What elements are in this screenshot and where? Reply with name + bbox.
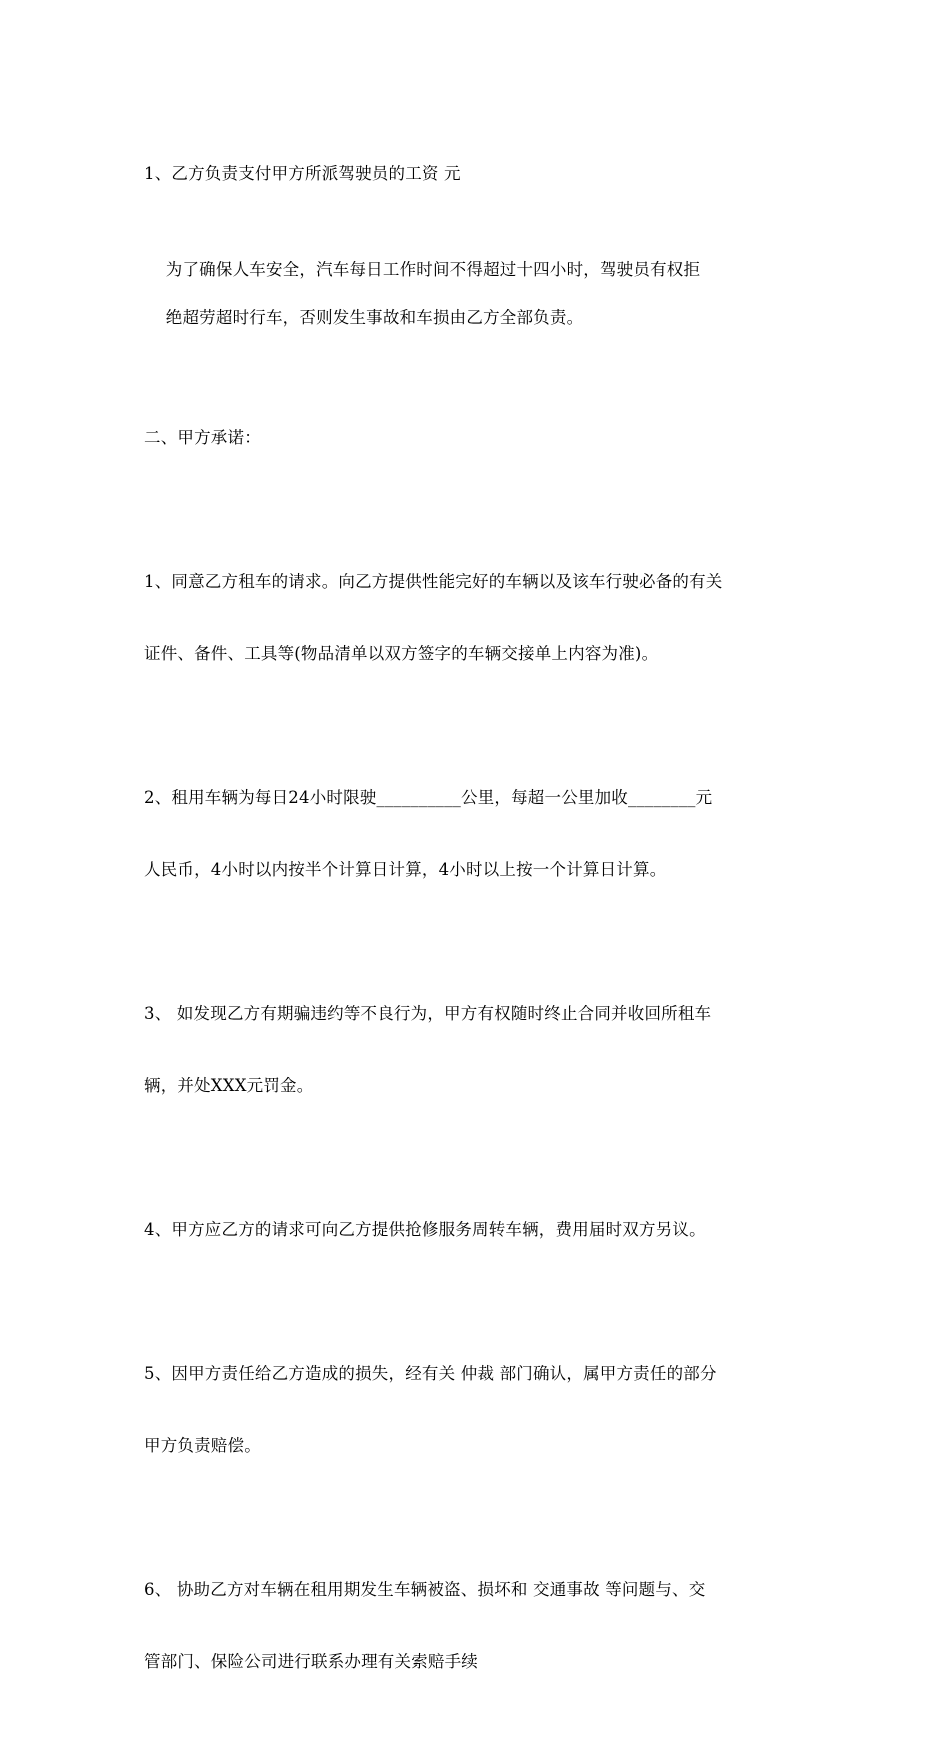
paragraph-safety-clause: [144, 234, 809, 354]
text-line: 1、同意乙方租车的请求。向乙方提供性能完好的车辆以及该车行驶必备的有关: [144, 572, 723, 591]
heading-text: 二、甲方承诺：: [144, 428, 261, 447]
text-line: 2、租用车辆为每日24小时限驶__________公里，每超一公里加收________元: [144, 788, 713, 807]
paragraph-item-5: [144, 1314, 809, 1506]
text-line: 4、甲方应乙方的请求可向乙方提供抢修服务周转车辆，费用届时双方另议。: [144, 1220, 706, 1239]
text-line: 人民币，4小时以内按半个计算日计算，4小时以上按一个计算日计算。: [144, 860, 667, 879]
paragraph-wage-clause: [144, 114, 809, 234]
text-line: 证件、备件、工具等(物品清单以双方签字的车辆交接单上内容为准)。: [144, 644, 659, 663]
paragraph-item-1: [144, 522, 809, 714]
text-line: 1、乙方负责支付甲方所派驾驶员的工资 元: [144, 164, 461, 183]
text-line: 为了确保人车安全，汽车每日工作时间不得超过十四小时，驾驶员有权拒: [165, 260, 701, 279]
text-line: 绝超劳超时行车，否则发生事故和车损由乙方全部负责。: [165, 308, 584, 327]
section-heading-party-a-promises: [144, 378, 809, 498]
text-line: 5、因甲方责任给乙方造成的损失，经有关 仲裁 部门确认，属甲方责任的部分: [144, 1364, 717, 1383]
text-line: 辆，并处XXX元罚金。: [144, 1076, 314, 1095]
paragraph-item-6: [144, 1530, 809, 1722]
text-line: 6、 协助乙方对车辆在租用期发生车辆被盗、损坏和 交通事故 等问题与、交: [144, 1580, 706, 1599]
document-page: [144, 114, 809, 1746]
paragraph-item-2: [144, 738, 809, 930]
paragraph-item-3: [144, 954, 809, 1146]
text-line: 甲方负责赔偿。: [144, 1436, 261, 1455]
text-line: 3、 如发现乙方有期骗违约等不良行为，甲方有权随时终止合同并收回所租车: [144, 1004, 712, 1023]
text-line: 管部门、保险公司进行联系办理有关索赔手续: [144, 1652, 478, 1671]
paragraph-item-4: [144, 1170, 809, 1290]
